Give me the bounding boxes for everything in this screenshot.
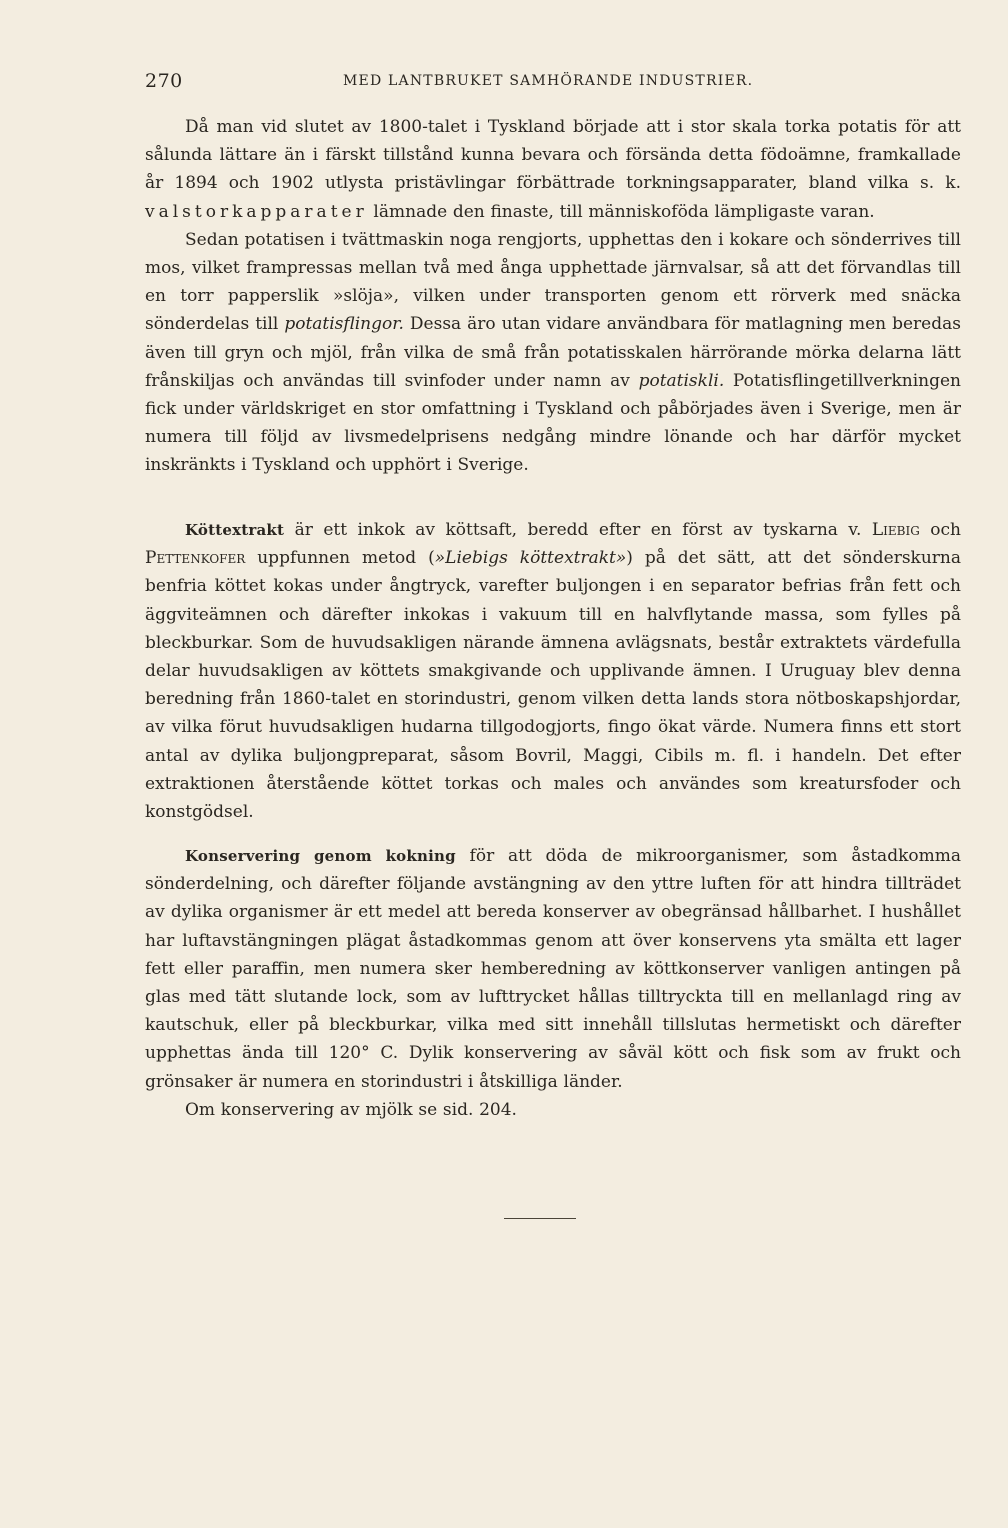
text-run: Dessa äro utan vidare användbara för matlagning men beredas även till gryn och mjöl, från vilka de små från potatisskalen härrörande mörka delarna lätt frånskiljas och användas till svinfoder under namn av <box>145 314 961 391</box>
text-run: för att döda de mikroorganismer, som åstadkomma sönderdelning, och därefter följande avstängning av den yttre luften för att hindra tillträdet av dylika organismer är ett medel att bereda konserver av obegränsad hållbarhet. I hushållet har luftavstängningen plägat åstadkommas genom att över konservens yta smälta ett lager fett eller paraffin, men numera sker hemberedning av köttkonserver vanligen antingen på glas med tätt slutande lock, som av lufttrycket hållas tilltryckta till en mellanlagd ring av kautschuk, eller på bleckburkar, vilka med sitt innehåll tillslutas hermetiskt och därefter upphettas ända till 120° C. Dylik konservering av såväl kött och fisk som av frukt och grönsaker är numera en storindustri i åtskilliga länder. <box>145 846 961 1092</box>
section-heading-kottextrakt: Köttextrakt <box>185 521 285 539</box>
text-run: Sedan potatisen i tvättmaskin noga rengjorts, upphettas den i kokare och sönderrives till mos, vilket frampressas mellan två med ånga upphettade järnvalsar, så att det förvandlas till en torr papperslik »slöja», vilken under transporten genom ett rörverk med snäcka sönderdelas till <box>145 229 961 335</box>
text-run: ) på det sätt, att det sönderskurna benfria köttet kokas under ångtryck, varefter buljongen i en separator befrias från fett och äggviteämnen och därefter inkokas i vakuum till en halvflytande massa, som fylles på bleckburkar. Som de huvudsakligen närande ämnena avlägsnats, består extraktets värdefulla delar huvudsakligen av köttets smakgivande och upplivande ämnen. I Uruguay blev denna beredning från 1860-talet en storindustri, genom vilken detta lands stora nötboskapshjordar, av vilka förut huvudsakligen hudarna tillgodogjorts, fingo ökat värde. Numera finns ett stort antal av dylika buljongpreparat, såsom Bovril, Maggi, Cibils m. fl. i handeln. Det efter extraktionen återstående köttet torkas och males och användes som kreatursfoder och konstgödsel. <box>145 548 962 823</box>
text-run: är ett inkok av köttsaft, beredd efter en först av tyskarna v. <box>284 520 872 540</box>
paragraph-kottextrakt <box>145 516 961 826</box>
text-run: Potatisflingetillverkningen fick under världskriget en stor omfattning i Tyskland och påbörjades även i Sverige, men är numera till följd av livsmedelprisens nedgång mindre lönande och har därför mycket inskränkts i Tyskland och upphört i Sverige. <box>145 370 961 476</box>
text-run: och <box>919 520 961 540</box>
section-potato-drying <box>145 113 961 480</box>
paragraph-cross-reference: Om konservering av mjölk se sid. 204. <box>185 1099 517 1120</box>
text-run: Då man vid slutet av 1800-talet i Tyskland började att i stor skala torka potatis för att sålunda lättare än i färskt tillstånd kunna bevara och försända detta födoämne, framkallade år 1894 och 1902 utlysta pristävlingar förbättrade torkningsapparater, bland vilka s. k. <box>145 117 961 194</box>
section-kottextrakt <box>145 516 961 826</box>
italic-term-potatiskli: potatiskli. <box>638 370 725 391</box>
section-konservering <box>145 842 961 1124</box>
italic-term-potatisflingor: potatisflingor. <box>284 314 404 335</box>
text-run: uppfunnen metod ( <box>245 548 435 569</box>
page-number: 270 <box>145 70 183 92</box>
running-head <box>145 70 965 100</box>
section-heading-konservering: Konservering genom kokning <box>185 847 456 865</box>
text-run: lämnade den finaste, till människoföda lämpligaste varan. <box>367 201 875 222</box>
italic-term-liebigs-kottextrakt: »Liebigs köttextrakt» <box>434 548 627 569</box>
paragraph-potato-flakes <box>145 226 961 480</box>
person-name-liebig: Liebig <box>871 520 920 540</box>
paragraph-potato-drying-intro <box>145 113 961 226</box>
closing-divider-line <box>504 1218 576 1219</box>
person-name-pettenkofer: Pettenkofer <box>145 548 246 569</box>
running-title: MED LANTBRUKET SAMHÖRANDE INDUSTRIER. <box>343 73 754 89</box>
spaced-term-valstorkapparater: valstorkapparater <box>145 201 368 222</box>
paragraph-konservering <box>145 842 961 1096</box>
